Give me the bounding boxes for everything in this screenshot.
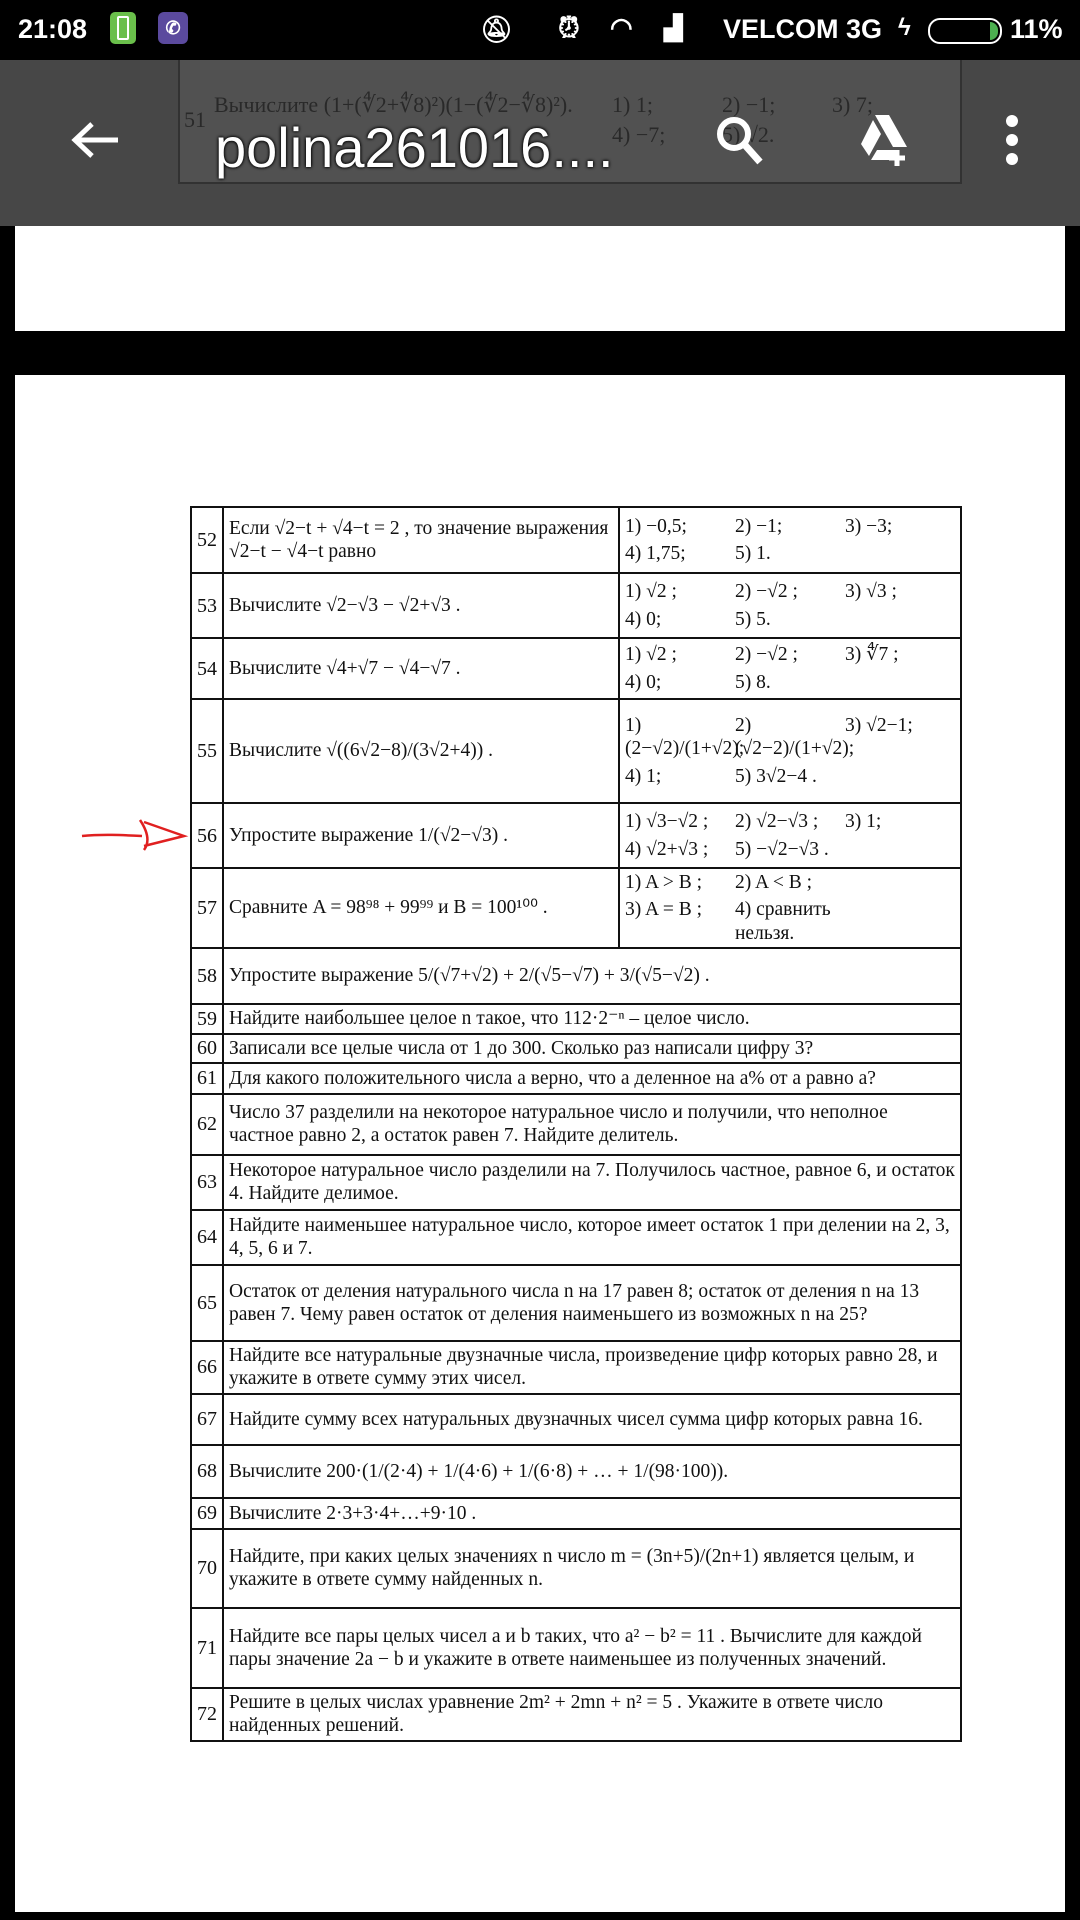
problem-number: 71 bbox=[191, 1608, 223, 1688]
wifi-icon: ◠ bbox=[610, 12, 633, 42]
problem-question: Если √2−t + √4−t = 2 , то значение выражения √2−t − √4−t равно bbox=[223, 507, 619, 573]
back-button[interactable] bbox=[60, 105, 130, 175]
problem-number: 52 bbox=[191, 507, 223, 573]
problem-row bbox=[191, 948, 961, 1004]
signal-icon: ▟ bbox=[664, 15, 683, 42]
answer: 1) 1; bbox=[612, 92, 653, 117]
answer-option: 5) 1. bbox=[735, 543, 771, 564]
answer-option: 3) ∜7 ; bbox=[845, 644, 899, 666]
problem-row bbox=[191, 1445, 961, 1498]
answer-option: 1) −0,5; bbox=[625, 515, 687, 537]
battery-percent: 11% bbox=[1010, 14, 1063, 44]
answer-options bbox=[619, 507, 961, 573]
answer-options bbox=[619, 699, 961, 803]
answer-option: 5) 5. bbox=[735, 608, 771, 630]
problem-number: 54 bbox=[191, 638, 223, 699]
problem-question: Число 37 разделили на некоторое натуральное число и получили, что неполное частное равно 2, а остаток равен 7. Найдите делитель. bbox=[223, 1094, 961, 1155]
problem-number: 69 bbox=[191, 1498, 223, 1529]
charging-icon: ϟ bbox=[898, 14, 911, 41]
problem-question: Вычислите 200·(1/(2·4) + 1/(4·6) + 1/(6·8) + … + 1/(98·100)). bbox=[223, 1445, 961, 1498]
carrier-label: VELCOM 3G bbox=[723, 14, 883, 44]
previous-page-bottom bbox=[15, 226, 1065, 331]
problem-question: Найдите сумму всех натуральных двузначных чисел сумма цифр которых равна 16. bbox=[223, 1394, 961, 1445]
problem-number: 62 bbox=[191, 1094, 223, 1155]
answer-option: 1) √3−√2 ; bbox=[625, 811, 709, 833]
answer: 2) −1; bbox=[722, 92, 776, 117]
problem-row bbox=[191, 1529, 961, 1608]
problem-question: Найдите все натуральные двузначные числа, произведение цифр которых равно 28, и укажите в ответе сумму этих чисел. bbox=[223, 1341, 961, 1394]
row-number: 51 bbox=[184, 107, 206, 132]
answer-option: 2) A < B ; bbox=[735, 872, 813, 893]
problem-question: Упростите выражение 1/(√2−√3) . bbox=[223, 803, 619, 868]
answer-option: 2) −√2 ; bbox=[735, 644, 798, 666]
problem-row bbox=[191, 1210, 961, 1265]
answer-option: 3) −3; bbox=[845, 515, 893, 537]
problem-number: 65 bbox=[191, 1265, 223, 1341]
drive-add-icon bbox=[853, 110, 913, 170]
problem-row bbox=[191, 1498, 961, 1529]
answer-option: 4) 1,75; bbox=[625, 543, 686, 564]
problem-number: 60 bbox=[191, 1034, 223, 1063]
problem-row bbox=[191, 1155, 961, 1210]
problem-row bbox=[191, 1034, 961, 1063]
answer-option: 5) −√2−√3 . bbox=[735, 838, 829, 860]
problem-question: Найдите наименьшее натуральное число, которое имеет остаток 1 при делении на 2, 3, 4, 5, 6 и 7. bbox=[223, 1210, 961, 1265]
problem-row bbox=[191, 507, 961, 573]
answer-option: 3) 1; bbox=[845, 811, 882, 833]
problem-number: 67 bbox=[191, 1394, 223, 1445]
answer-option: 5) 8. bbox=[735, 671, 771, 693]
search-icon bbox=[712, 112, 768, 168]
problem-row bbox=[191, 1004, 961, 1033]
problem-number: 72 bbox=[191, 1688, 223, 1741]
search-button[interactable] bbox=[705, 105, 775, 175]
answer-option: 4) √2+√3 ; bbox=[625, 838, 709, 860]
problem-number: 53 bbox=[191, 573, 223, 638]
problem-number: 61 bbox=[191, 1063, 223, 1094]
more-vert-icon bbox=[1004, 114, 1020, 166]
problem-row bbox=[191, 803, 961, 868]
answer-options bbox=[619, 638, 961, 699]
problem-row bbox=[191, 1341, 961, 1394]
problem-number: 59 bbox=[191, 1004, 223, 1033]
problem-row bbox=[191, 1688, 961, 1741]
document-title: polina261016.... bbox=[215, 116, 614, 179]
problem-row bbox=[191, 573, 961, 638]
status-bar bbox=[0, 0, 1080, 60]
answer-option: 4) 0; bbox=[625, 671, 662, 693]
problem-question: Для какого положительного числа a верно, что a деленное на a% от a равно a? bbox=[223, 1063, 961, 1094]
problem-question: Вычислите √2−√3 − √2+√3 . bbox=[223, 573, 619, 638]
problem-row bbox=[191, 1094, 961, 1155]
answer-option: 4) 0; bbox=[625, 608, 662, 630]
problem-question: Упростите выражение 5/(√7+√2) + 2/(√5−√7) + 3/(√5−√2) . bbox=[223, 948, 961, 1004]
problem-question: Вычислите 2·3+3·4+…+9·10 . bbox=[223, 1498, 961, 1529]
problem-row bbox=[191, 1394, 961, 1445]
problem-number: 64 bbox=[191, 1210, 223, 1265]
problem-question: Вычислите √4+√7 − √4−√7 . bbox=[223, 638, 619, 699]
battery-saver-icon bbox=[110, 12, 136, 44]
answer-option: 1) √2 ; bbox=[625, 581, 677, 603]
problems-table bbox=[190, 506, 962, 1742]
answer: 4) −7; bbox=[612, 122, 666, 147]
answer-option: 2) √2−√3 ; bbox=[735, 811, 819, 833]
problem-row bbox=[191, 699, 961, 803]
answer-option: 2) −√2 ; bbox=[735, 581, 798, 603]
problem-number: 68 bbox=[191, 1445, 223, 1498]
row-question: Вычислите (1+(∜2+∜8)²)(1−(∜2−∜8)²). bbox=[214, 92, 573, 117]
problem-question: Остаток от деления натурального числа n на 17 равен 8; остаток от деления n на 13 равен 7. Чему равен остаток от деления наименьшего из возможных n на 25? bbox=[223, 1265, 961, 1341]
problem-number: 55 bbox=[191, 699, 223, 803]
problem-question: Вычислите √((6√2−8)/(3√2+4)) . bbox=[223, 699, 619, 803]
answer-options bbox=[619, 803, 961, 868]
problem-question: Найдите наибольшее целое n такое, что 112·2⁻ⁿ – целое число. bbox=[223, 1004, 961, 1033]
problem-row bbox=[191, 1265, 961, 1341]
viber-icon: ✆ bbox=[158, 12, 188, 44]
answer-option: 3) √3 ; bbox=[845, 581, 897, 603]
problem-row bbox=[191, 868, 961, 948]
answer-option: 4) 1; bbox=[625, 765, 662, 787]
problem-question: Найдите все пары целых чисел a и b таких, что a² − b² = 11 . Вычислите для каждой пары значение 2a − b и укажите в ответе наименьшее из полученных значений. bbox=[223, 1608, 961, 1688]
answer-options bbox=[619, 573, 961, 638]
problem-row bbox=[191, 1608, 961, 1688]
app-bar bbox=[0, 60, 1080, 226]
problem-number: 58 bbox=[191, 948, 223, 1004]
answer-option bbox=[845, 871, 955, 894]
answer-options bbox=[619, 868, 961, 948]
problem-number: 57 bbox=[191, 868, 223, 948]
battery-icon bbox=[928, 18, 1002, 44]
answer-option: 3) A = B ; bbox=[625, 899, 703, 921]
problem-number: 66 bbox=[191, 1341, 223, 1394]
answer-option: 4) сравнить нельзя. bbox=[735, 899, 831, 944]
save-to-drive-button[interactable] bbox=[848, 105, 918, 175]
arrow-left-icon bbox=[70, 120, 120, 160]
answer: 3) 7; bbox=[832, 92, 873, 117]
problem-number: 56 bbox=[191, 803, 223, 868]
problem-question: Некоторое натуральное число разделили на 7. Получилось частное, равное 6, и остаток 4. Найдите делимое. bbox=[223, 1155, 961, 1210]
problem-question: Найдите, при каких целых значениях n число m = (3n+5)/(2n+1) является целым, и укажите в ответе сумму найденных n. bbox=[223, 1529, 961, 1608]
answer: 5) √2. bbox=[722, 122, 775, 147]
answer-option: 2) −1; bbox=[735, 515, 783, 537]
mute-icon: 🔕︎ bbox=[480, 14, 514, 44]
problem-question: Записали все целые числа от 1 до 300. Сколько раз написали цифру 3? bbox=[223, 1034, 961, 1063]
answer-option: 1) A > B ; bbox=[625, 872, 703, 893]
problem-question: Решите в целых числах уравнение 2m² + 2mn + n² = 5 . Укажите в ответе число найденных решений. bbox=[223, 1688, 961, 1741]
problem-row bbox=[191, 1063, 961, 1094]
problem-question: Сравните A = 98⁹⁸ + 99⁹⁹ и B = 100¹⁰⁰ . bbox=[223, 868, 619, 948]
red-arrow-annotation bbox=[80, 812, 190, 854]
problem-number: 63 bbox=[191, 1155, 223, 1210]
problem-row bbox=[191, 638, 961, 699]
answer-option: 5) 3√2−4 . bbox=[735, 765, 817, 787]
alarm-icon: ⏰︎ bbox=[558, 12, 580, 43]
answer-option: 3) √2−1; bbox=[845, 714, 913, 736]
answer-option: 1) (2−√2)/(1+√2); bbox=[625, 714, 745, 760]
answer-option: 1) √2 ; bbox=[625, 644, 677, 666]
problem-number: 70 bbox=[191, 1529, 223, 1608]
clock: 21:08 bbox=[18, 14, 88, 44]
answer-option: 2) (√2−2)/(1+√2); bbox=[735, 714, 855, 760]
more-options-button[interactable] bbox=[990, 105, 1034, 175]
